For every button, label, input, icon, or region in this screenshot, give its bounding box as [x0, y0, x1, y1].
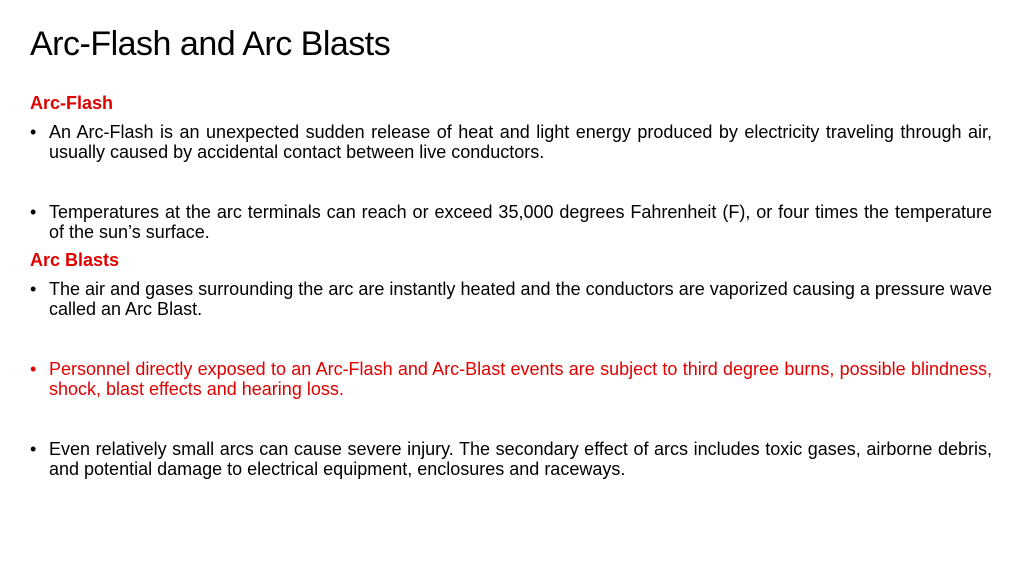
- slide-content: [30, 92, 992, 479]
- slide-title: Arc-Flash and Arc Blasts: [30, 25, 391, 63]
- bullet-item: [30, 122, 992, 162]
- bullet-marker: •: [30, 359, 37, 379]
- bullet-text: Even relatively small arcs can cause severe injury. The secondary effect of arcs includes toxic gases, airborne debris, and potential damage to electrical equipment, enclosures and raceways.: [49, 439, 992, 479]
- section-heading-arc-blasts: Arc Blasts: [30, 250, 120, 270]
- bullet-marker: •: [30, 279, 37, 299]
- bullet-item: [30, 202, 992, 242]
- bullet-marker: •: [30, 202, 37, 222]
- bullet-text: Personnel directly exposed to an Arc-Flash and Arc-Blast events are subject to third degree burns, possible blindness, shock, blast effects and hearing loss.: [49, 359, 992, 399]
- bullet-item: [30, 279, 992, 319]
- bullet-text: Temperatures at the arc terminals can reach or exceed 35,000 degrees Fahrenheit (F), or four times the temperature of the sun’s surface.: [49, 202, 992, 242]
- bullet-item-highlighted: [30, 359, 992, 399]
- bullet-marker: •: [30, 439, 37, 459]
- bullet-text: An Arc-Flash is an unexpected sudden release of heat and light energy produced by electricity traveling through air, usually caused by accidental contact between live conductors.: [49, 122, 992, 162]
- bullet-item: [30, 439, 992, 479]
- section-heading-arc-flash: Arc-Flash: [30, 93, 114, 113]
- bullet-marker: •: [30, 122, 37, 142]
- bullet-text: The air and gases surrounding the arc are instantly heated and the conductors are vaporized causing a pressure wave called an Arc Blast.: [49, 279, 992, 319]
